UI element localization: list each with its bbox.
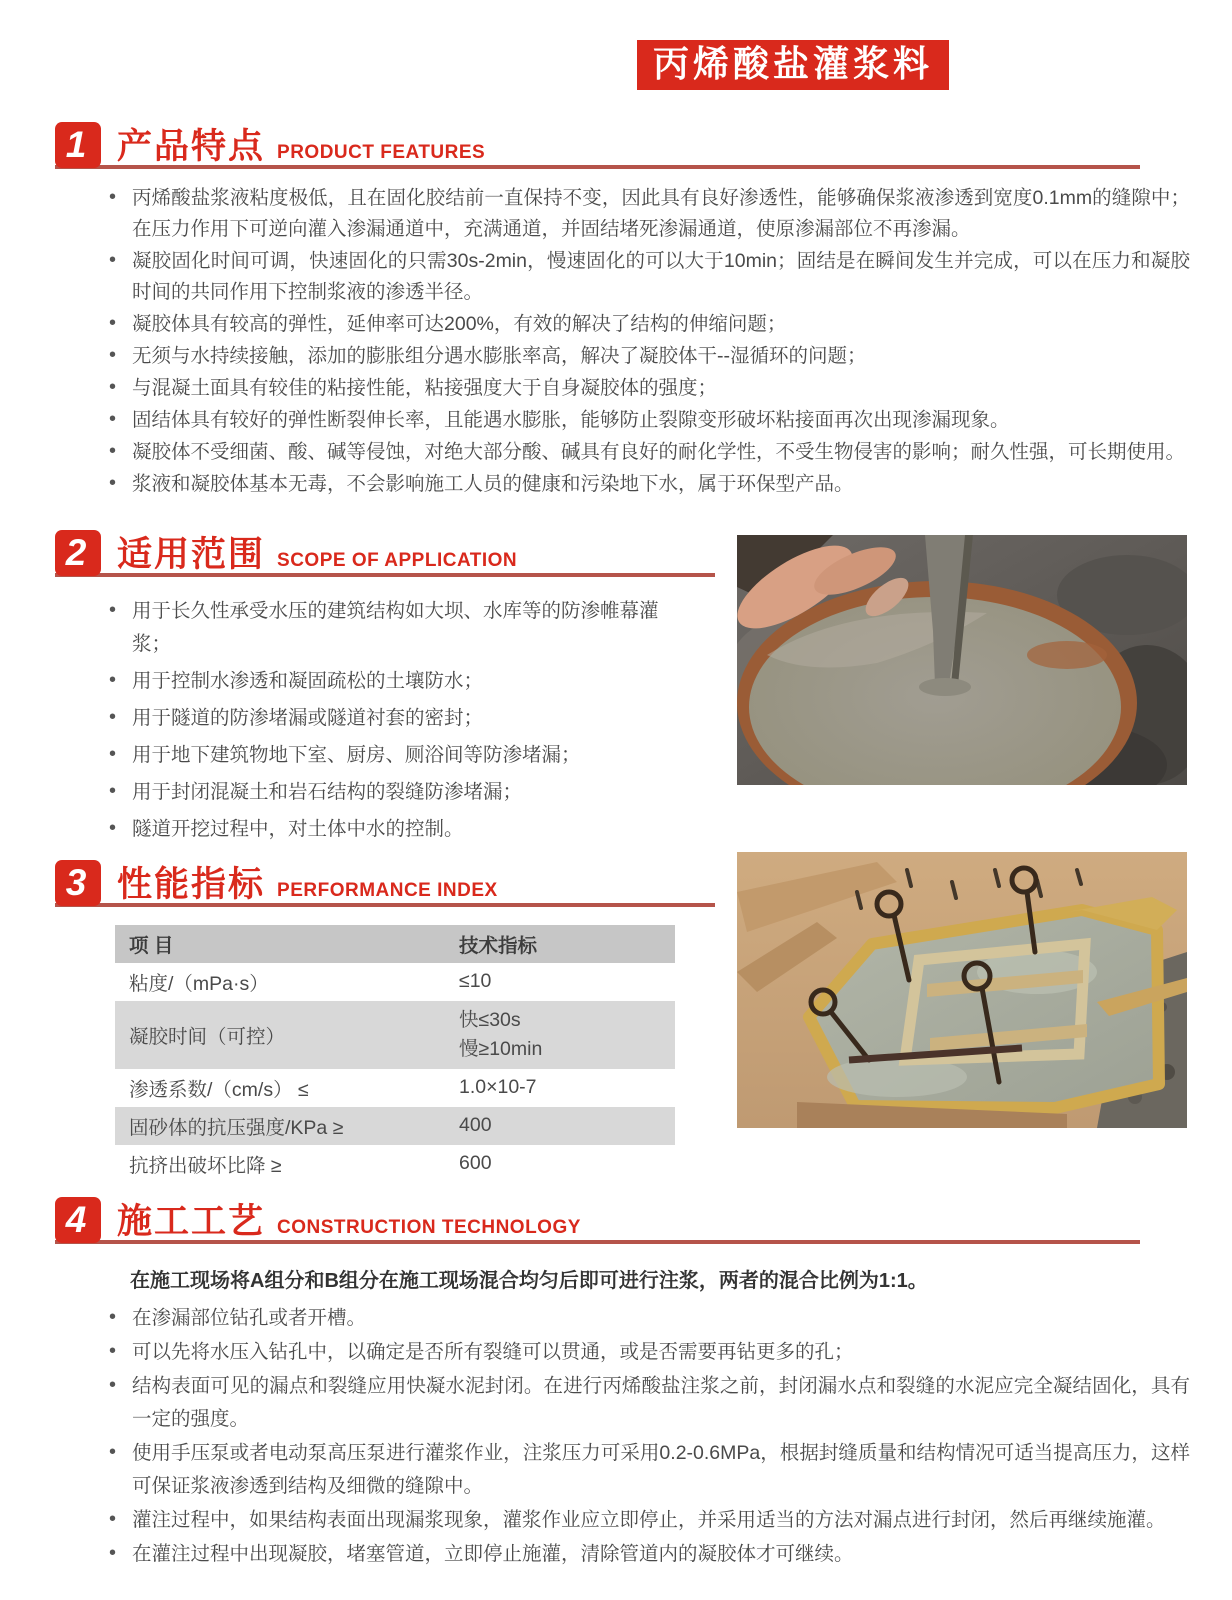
mixing-ratio-note: 在施工现场将A组分和B组分在施工现场混合均匀后即可进行注浆，两者的混合比例为1:1。 (130, 1269, 928, 1292)
scope-text-column (55, 530, 737, 850)
table-header-row (115, 925, 675, 963)
list-item: • 用于封闭混凝土和岩石结构的裂缝防渗堵漏； (105, 776, 695, 809)
list-item: • 在渗漏部位钻孔或者开槽。 (105, 1302, 1190, 1335)
section-number-badge: 1 (55, 122, 101, 168)
section-scope-of-application (55, 530, 1232, 850)
table-row (115, 963, 675, 1001)
property-value: 600 (459, 1152, 492, 1175)
section-number-badge: 2 (55, 530, 101, 576)
section-title: 产品特点 (117, 126, 266, 166)
list-item: • 凝胶体不受细菌、酸、碱等侵蚀，对绝大部分酸、碱具有良好的耐化学性，不受生物侵害的影响；耐久性强，可长期使用。 (105, 437, 1190, 468)
value-line-fast: 快≤30s (459, 1008, 521, 1031)
list-item: • 用于控制水渗透和凝固疏松的土壤防水； (105, 665, 695, 698)
list-item: • 灌注过程中，如果结构表面出现漏浆现象，灌浆作业应立即停止，并采用适当的方法对漏点进行封闭，然后再继续施灌。 (105, 1504, 1190, 1537)
section-product-features (55, 122, 1232, 500)
property-name: 粘度/（mPa·s） (129, 972, 269, 995)
property-value (445, 1001, 675, 1069)
slurry-mixing-photo (737, 535, 1187, 785)
section-subtitle: PRODUCT FEATURES (277, 141, 486, 163)
property-name: 抗挤出破坏比降 ≥ (129, 1154, 282, 1177)
column-header-item: 项 目 (115, 925, 445, 963)
section-header (55, 530, 715, 577)
list-item: • 使用手压泵或者电动泵高压泵进行灌浆作业，注浆压力可采用0.2-0.6MPa，根据封缝质量和结构情况可适当提高压力，这样可保证浆液渗透到结构及细微的缝隙中。 (105, 1437, 1190, 1503)
section-construction-technology (55, 1197, 1232, 1571)
list-item: • 丙烯酸盐浆液粘度极低，且在固化胶结前一直保持不变，因此具有良好渗透性，能够确保浆液渗透到宽度0.1mm的缝隙中；在压力作用下可逆向灌入渗漏通道中，充满通道，并固结堵死渗漏通道，使原渗漏部位不再渗漏。 (105, 183, 1190, 245)
property-name: 凝胶时间（可控） (115, 1001, 445, 1069)
table-row (115, 1107, 675, 1145)
property-value: ≤10 (459, 970, 492, 993)
section-title: 性能指标 (117, 864, 266, 904)
section-title: 施工工艺 (117, 1201, 266, 1241)
section-number-badge: 3 (55, 860, 101, 906)
list-item: • 凝胶固化时间可调，快速固化的只需30s-2min，慢速固化的可以大于10min；固结是在瞬间发生并完成，可以在压力和凝胶时间的共同作用下控制浆液的渗透半径。 (105, 246, 1190, 308)
section-subtitle: SCOPE OF APPLICATION (277, 549, 518, 571)
section-header (55, 1197, 1140, 1244)
section-header (55, 122, 1140, 169)
scope-photo-column (737, 535, 1187, 850)
table-row (115, 1001, 675, 1069)
list-item: • 隧道开挖过程中，对土体中水的控制。 (105, 813, 695, 846)
property-value: 1.0×10-7 (459, 1076, 537, 1099)
table-row (115, 1145, 675, 1183)
list-item: • 结构表面可见的漏点和裂缝应用快凝水泥封闭。在进行丙烯酸盐注浆之前，封闭漏水点和裂缝的水泥应完全凝结固化，具有一定的强度。 (105, 1370, 1190, 1436)
performance-table (115, 925, 675, 1183)
list-item: • 固结体具有较好的弹性断裂伸长率，且能遇水膨胀，能够防止裂隙变形破坏粘接面再次出现渗漏现象。 (105, 405, 1190, 436)
construction-steps-list (55, 1302, 1190, 1571)
list-item: • 可以先将水压入钻孔中，以确定是否所有裂缝可以贯通，或是否需要再钻更多的孔； (105, 1336, 1190, 1369)
performance-text-column (55, 860, 737, 1183)
list-item: • 用于隧道的防渗堵漏或隧道衬套的密封； (105, 702, 695, 735)
list-item: • 用于地下建筑物地下室、厨房、厕浴间等防渗堵漏； (105, 739, 695, 772)
property-name: 渗透系数/（cm/s） ≤ (129, 1078, 309, 1101)
list-item: • 凝胶体具有较高的弹性，延伸率可达200%，有效的解决了结构的伸缩问题； (105, 309, 1190, 340)
list-item: • 用于长久性承受水压的建筑结构如大坝、水库等的防渗帷幕灌浆； (105, 595, 695, 661)
list-item: • 在灌注过程中出现凝胶，堵塞管道，立即停止施灌，清除管道内的凝胶体才可继续。 (105, 1538, 1190, 1571)
list-item: • 与混凝土面具有较佳的粘接性能，粘接强度大于自身凝胶体的强度； (105, 373, 1190, 404)
section-performance-index (55, 860, 1232, 1183)
column-header-index: 技术指标 (445, 925, 675, 963)
section-header (55, 860, 715, 907)
formwork-grouting-photo (737, 852, 1187, 1128)
section-number-badge: 4 (55, 1197, 101, 1243)
section-subtitle: CONSTRUCTION TECHNOLOGY (277, 1216, 581, 1238)
feature-list (55, 183, 1190, 500)
product-title-banner: 丙烯酸盐灌浆料 (637, 40, 949, 90)
performance-photo-column (737, 852, 1187, 1183)
table-row (115, 1069, 675, 1107)
scope-list (55, 595, 695, 846)
value-line-slow: 慢≥10min (459, 1037, 543, 1060)
property-value: 400 (445, 1107, 675, 1145)
list-item: • 浆液和凝胶体基本无毒，不会影响施工人员的健康和污染地下水，属于环保型产品。 (105, 469, 1190, 500)
list-item: • 无须与水持续接触，添加的膨胀组分遇水膨胀率高，解决了凝胶体干--湿循环的问题； (105, 341, 1190, 372)
section-title: 适用范围 (117, 534, 266, 574)
section-subtitle: PERFORMANCE INDEX (277, 879, 498, 901)
property-name: 固砂体的抗压强度/KPa ≥ (115, 1107, 445, 1145)
